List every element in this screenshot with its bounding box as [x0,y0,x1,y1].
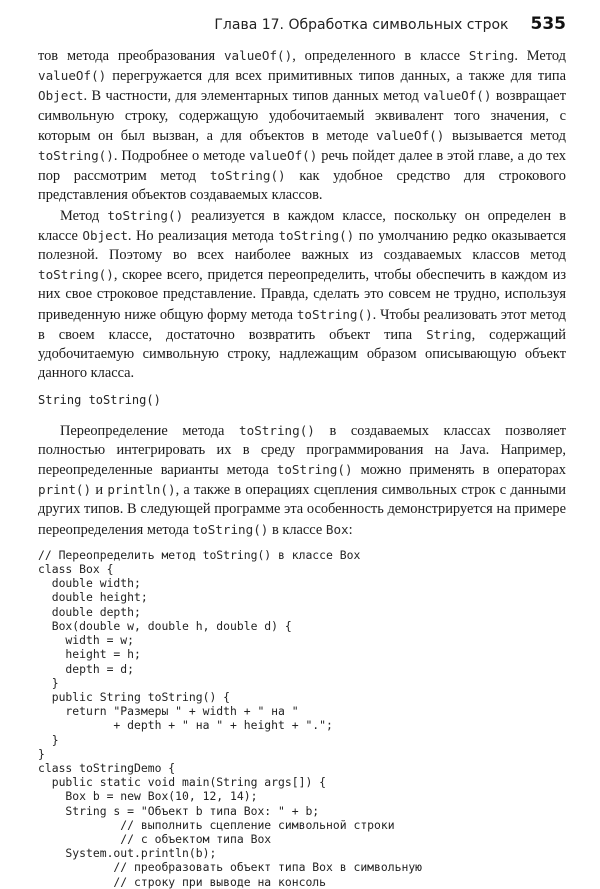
text-segment: в классе [268,521,326,538]
inline-code: valueOf() [376,127,445,143]
text-segment: можно применять в операторах [352,462,566,479]
text-segment: речь пойдет далее в этой главе, а до тех пор рассмотрим метод [38,148,567,185]
method-signature: String toString() [38,393,161,408]
inline-code: toString() [209,168,286,184]
text-segment: в создаваемых классах позволяет полностью интегрировать их в среду программирования на Java. Например, переопределенные варианты метода [38,422,567,479]
text-segment: . Но реализация метода [127,227,279,244]
text-segment: , содержащий удобочитаемую символьную строку, надлежащим образом описывающую объект данного класса. [38,326,566,382]
paragraph-tostring-override [38,421,566,540]
inline-code: print() [38,482,92,498]
text-segment: , скорее всего, придется переопределить, чтобы обеспечить в каждом из них свое строковое представление. Правда, сделать это совсем не трудно, используя приведенную ниже общую форму метода [38,267,566,323]
inline-code: toString() [296,306,373,322]
inline-code: valueOf() [38,68,107,84]
text-segment: . Подробнее о методе [113,148,250,165]
inline-code: toString() [38,267,114,283]
inline-code: valueOf() [423,88,492,104]
inline-code: valueOf() [249,148,318,164]
code-line: // выполнить сцепление символьной строки [38,817,395,832]
inline-code: toString() [276,462,353,478]
inline-code: Box [325,521,349,537]
inline-code: Object [38,88,84,104]
code-line: public static void main(String args[]) { [38,775,327,790]
code-line: // Переопределить метод toString() в классе Box [38,547,361,562]
code-line: // с объектом типа Box [38,831,272,846]
text-segment: по умолчанию редко оказывается полезной. Поэтому во всех наиболее важных из создаваемых классов метод [38,227,566,264]
code-line: height = h; [38,647,141,662]
text-segment: вызывается метод [444,127,566,144]
text-segment: . Метод [514,48,566,64]
code-line: Box(double w, double h, double d) { [38,618,292,633]
inline-code: toString() [278,227,355,243]
code-line: double height; [38,590,148,605]
running-title: Глава 17. Обработка символьных строк [214,17,509,33]
text-segment: , определенного в классе [292,48,469,64]
code-line: return "Размеры " + width + " на " [38,704,299,719]
text-segment: возвращает символьную строку, содержащую удобочитаемый эквивалент того значения, с которым он был вызван, а для объектов в методе [38,88,566,144]
code-line: class Box { [38,562,114,577]
text-segment: реализуется в каждом классе, поскольку он определен в классе [38,207,566,244]
text-segment: . В частности, для элементарных типов данных метод [83,88,424,105]
inline-code: toString() [107,207,184,223]
code-line: Box b = new Box(10, 12, 14); [38,789,258,804]
code-line: } [38,675,59,690]
code-line: System.out.println(b); [38,846,217,861]
page-body [38,46,566,540]
code-line: width = w; [38,633,135,648]
inline-code: String [468,48,515,63]
page-header [38,14,566,42]
text-segment: , а также в операциях сцепления символьных строк с данными других типов. В следующей программе эта особенность демонстрируется на примере переопределения метода [38,482,566,538]
code-line: double depth; [38,604,141,619]
code-listing [38,548,566,889]
code-line: depth = d; [38,661,135,676]
code-line: public String toString() { [38,689,231,704]
paragraph-tostring-intro [38,206,566,384]
inline-code: toString() [192,521,269,537]
code-line: class toStringDemo { [38,760,176,775]
inline-code: Object [82,227,128,243]
paragraph-valueof [38,46,566,206]
text-segment: и [91,482,108,499]
inline-code: toString() [38,148,114,164]
code-line: // преобразовать объект типа Box в символьную [38,860,423,875]
text-segment: . Чтобы реализовать этот метод в своем классе, достаточно возвратить объект типа [38,306,567,343]
page-number: 535 [530,14,566,34]
text-segment: перегружается для всех примитивных типов данных, а также для типа [106,68,566,85]
code-line: } [38,732,59,747]
inline-code: toString() [239,422,315,438]
text-segment: Переопределение метода [60,422,240,439]
inline-code: String [426,326,472,342]
text-segment: : [348,521,353,538]
code-line: double width; [38,576,141,591]
code-line: String s = "Объект b типа Box: " + b; [38,803,320,818]
code-line: } [38,746,45,761]
inline-code: valueOf() [223,48,293,63]
text-segment: как удобное средство для строкового представления объектов создаваемых классов. [38,168,566,204]
text-segment: Метод [60,207,108,224]
inline-code: println() [107,482,176,498]
text-segment: тов метода преобразования [38,48,224,64]
book-page [38,14,566,889]
code-line: // строку при выводе на консоль [38,874,327,889]
code-line: + depth + " на " + height + "."; [38,718,333,733]
